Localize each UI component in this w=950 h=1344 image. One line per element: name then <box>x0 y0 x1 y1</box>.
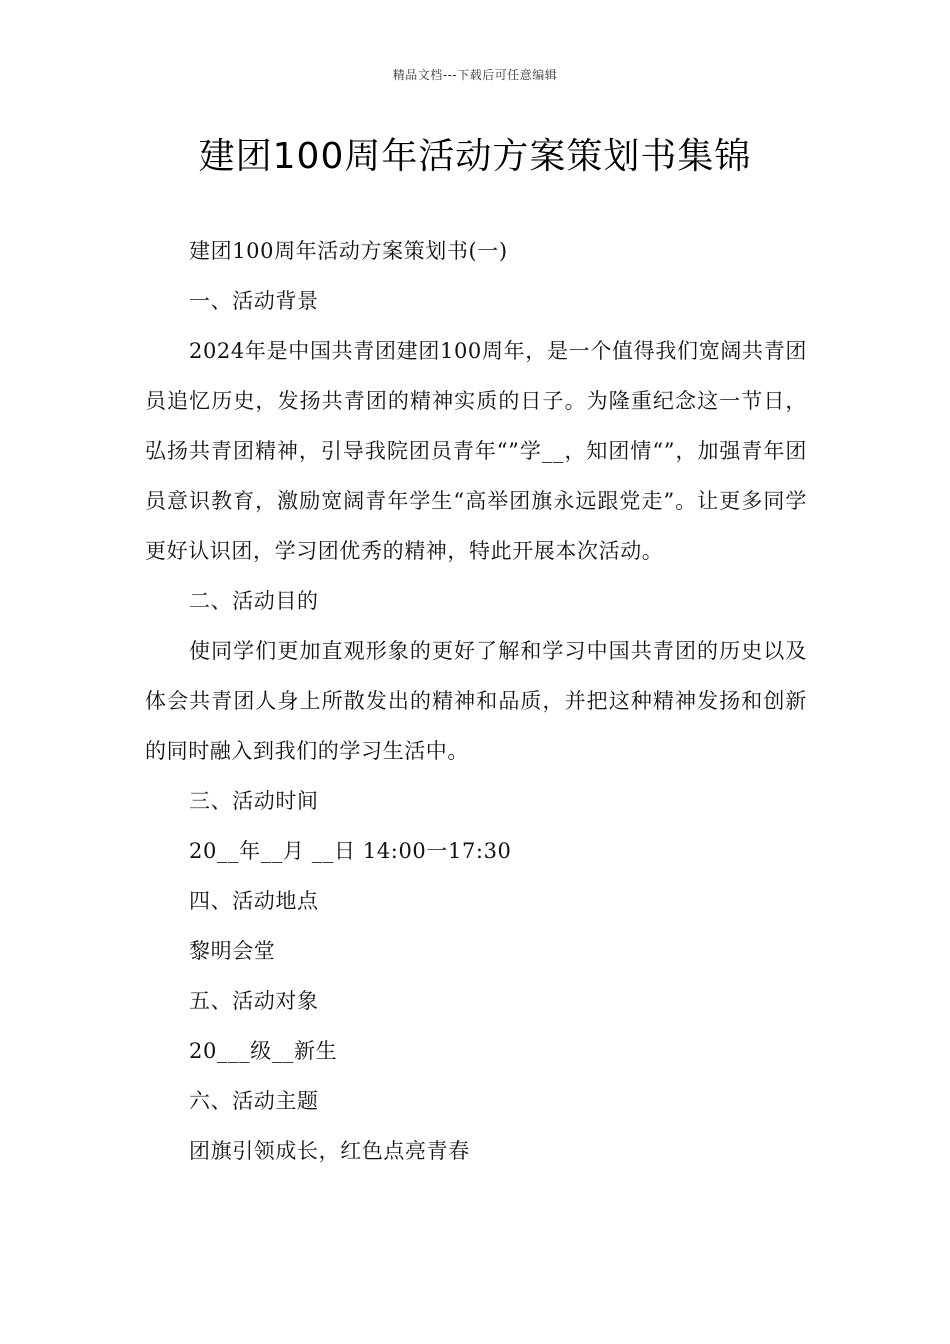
section-heading-purpose: 二、活动目的 <box>189 589 319 613</box>
paragraph-location: 黎明会堂 <box>189 939 276 963</box>
section-heading-theme: 六、活动主题 <box>189 1089 319 1113</box>
page-header-note: 精品文档---下载后可任意编辑 <box>392 68 558 82</box>
section-heading-audience: 五、活动对象 <box>189 989 319 1013</box>
section-heading-background: 一、活动背景 <box>189 289 319 313</box>
paragraph-time: 20__年__月 __日 14:00一17:30 <box>189 839 512 863</box>
paragraph-purpose: 使同学们更加直观形象的更好了解和学习中国共青团的历史以及体会共青团人身上所散发出的精神和品质，并把这种精神发扬和创新的同时融入到我们的学习生活中。 <box>145 639 807 763</box>
subtitle: 建团100周年活动方案策划书(一) <box>189 239 508 263</box>
paragraph-audience: 20___级__新生 <box>189 1039 338 1063</box>
paragraph-background: 2024年是中国共青团建团100周年，是一个值得我们宽阔共青团员追忆历史，发扬共青团的精神实质的日子。为隆重纪念这一节日，弘扬共青团精神，引导我院团员青年“”学__，知团情“”，加强青年团员意识教育，激励宽阔青年学生“高举团旗永远跟党走”。让更多同学更好认识团，学习团优秀的精神，特此开展本次活动。 <box>145 339 807 563</box>
section-heading-time: 三、活动时间 <box>189 789 319 813</box>
paragraph-theme: 团旗引领成长，红色点亮青春 <box>189 1139 470 1163</box>
document-body <box>145 226 807 1176</box>
document-title: 建团100周年活动方案策划书集锦 <box>198 136 752 177</box>
section-heading-location: 四、活动地点 <box>189 889 319 913</box>
